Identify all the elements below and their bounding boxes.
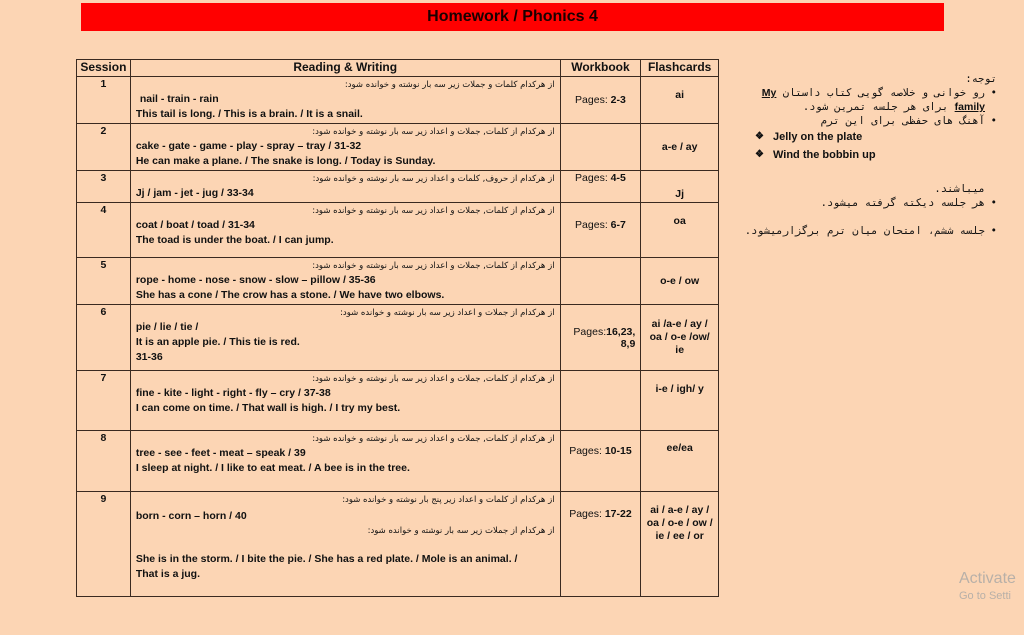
flashcards-cell: oa: [641, 203, 719, 258]
note-item: [735, 114, 997, 128]
sentence-list: She is in the storm. / I bite the pie. / She has a red plate. / Mole is an animal. /: [135, 553, 518, 565]
reading-writing-cell: [130, 431, 560, 492]
reading-writing-cell: [130, 77, 560, 124]
notes-list-2: [735, 196, 997, 238]
note-text: هر جلسه دیکته گرفته میشود.: [820, 197, 985, 209]
note-item: [735, 196, 997, 210]
workbook-prefix: Pages:: [575, 94, 611, 106]
notes-heading: توجه:: [965, 73, 997, 85]
workbook-pages: 2-3: [610, 94, 626, 106]
sentence-list: The toad is under the boat. / I can jump.: [135, 234, 334, 246]
session-number: 6: [77, 305, 131, 371]
table-row: [77, 77, 719, 124]
note-text: آهنگ های حفظی برای این ترم: [820, 115, 985, 127]
title-banner: [81, 3, 944, 31]
word-list: coat / boat / toad / 31-34: [135, 219, 255, 231]
workbook-cell: [560, 305, 641, 371]
instruction-text: از هرکدام از حروف, کلمات و اعداد زیر سه بار نوشته و خوانده شود:: [312, 174, 555, 184]
workbook-cell: [560, 203, 641, 258]
story-title: My family: [761, 87, 985, 113]
table-row: [77, 492, 719, 597]
flashcards-cell: i-e / igh/ y: [641, 371, 719, 431]
session-number: 4: [77, 203, 131, 258]
bullet-icon: •: [990, 225, 997, 237]
workbook-pages: 16,23, 8,9: [606, 325, 636, 350]
diamond-bullet-icon: ❖: [755, 131, 764, 142]
workbook-pages: 17-22: [604, 508, 632, 520]
session-number: 1: [77, 77, 131, 124]
header-reading-writing: Reading & Writing: [130, 60, 560, 77]
workbook-cell: [560, 431, 641, 492]
header-flashcards: Flashcards: [641, 60, 719, 77]
table-row: [77, 203, 719, 258]
notes-list: [735, 86, 997, 128]
sentence-list: I sleep at night. / I like to eat meat. / A bee is in the tree.: [135, 462, 410, 474]
workbook-cell: [560, 258, 641, 305]
reading-writing-cell: [130, 305, 560, 371]
activation-watermark: [959, 570, 1016, 602]
song-title: Jelly on the plate: [773, 131, 863, 143]
instruction-text: از هرکدام از کلمات, جملات و اعداد زیر سه بار نوشته و خوانده شود:: [312, 434, 555, 444]
table-row: [77, 171, 719, 203]
song-item: [735, 128, 997, 146]
reading-writing-cell: [130, 492, 560, 597]
workbook-prefix: Pages:: [569, 445, 605, 457]
word-list: cake - gate - game - play - spray – tray / 31-32: [135, 140, 362, 152]
note-text: جلسه ششم، امتحان میان ترم برگزارمیشود.: [744, 225, 985, 237]
word-list: nail - train - rain: [139, 93, 219, 105]
instruction-text: از هرکدام کلمات و جملات زیر سه بار نوشته و خوانده شود:: [344, 80, 555, 90]
workbook-cell: [560, 492, 641, 597]
page-title: Homework / Phonics 4: [427, 8, 598, 25]
session-number: 5: [77, 258, 131, 305]
header-workbook: Workbook: [560, 60, 641, 77]
flashcards-cell: ai /a-e / ay / oa / o-e /ow/ ie: [641, 305, 719, 371]
notes-panel: [735, 72, 997, 238]
word-list: fine - kite - light - right - fly – cry / 37-38: [135, 387, 331, 399]
session-number: 2: [77, 124, 131, 171]
reading-writing-cell: [130, 258, 560, 305]
note-text: برای هر جلسه تمرین شود.: [802, 101, 955, 113]
number-range: 31-36: [135, 351, 163, 363]
watermark-line1: Activate: [959, 570, 1016, 587]
flashcards-cell: ai / a-e / ay / oa / o-e / ow / ie / ee / or: [641, 492, 719, 597]
bullet-icon: •: [990, 197, 997, 209]
workbook-prefix: Pages:: [575, 172, 611, 184]
word-list: born - corn – horn / 40: [135, 510, 247, 522]
sentence-list-continued: That is a jug.: [135, 568, 201, 580]
word-list: rope - home - nose - snow - slow – pillow / 35-36: [135, 274, 376, 286]
instruction-text: از هرکدام از جملات و اعداد زیر سه بار نوشته و خوانده شود:: [340, 308, 555, 318]
reading-writing-cell: [130, 371, 560, 431]
sentence-list: It is an apple pie. / This tie is red.: [135, 336, 300, 348]
session-number: 8: [77, 431, 131, 492]
session-number: 7: [77, 371, 131, 431]
flashcards-cell: a-e / ay: [641, 124, 719, 171]
workbook-pages: 4-5: [610, 172, 626, 184]
word-list: pie / lie / tie /: [135, 321, 199, 333]
reading-writing-cell: [130, 124, 560, 171]
sentence-list: He can make a plane. / The snake is long. / Today is Sunday.: [135, 155, 436, 167]
session-number: 3: [77, 171, 131, 203]
word-list: tree - see - feet - meat – speak / 39: [135, 447, 306, 459]
workbook-pages: 10-15: [604, 445, 632, 457]
bullet-icon: •: [990, 115, 997, 127]
flashcards-cell: ai: [641, 77, 719, 124]
workbook-cell: [560, 171, 641, 203]
table-row: [77, 431, 719, 492]
workbook-cell: [560, 371, 641, 431]
note-item: [735, 86, 997, 114]
instruction-text: از هرکدام از کلمات, جملات و اعداد زیر سه بار نوشته و خوانده شود:: [312, 127, 555, 137]
note-text: رو خوانی و خلاصه گویی کتاب داستان: [776, 87, 985, 99]
flashcards-cell: Jj: [641, 171, 719, 203]
bullet-icon: •: [990, 87, 997, 99]
instruction-text: از هرکدام از کلمات و اعداد زیر پنج بار نوشته و خوانده شود:: [342, 495, 555, 505]
note-continuation: میباشند.: [934, 183, 985, 195]
sentence-list: I can come on time. / That wall is high. / I try my best.: [135, 402, 401, 414]
workbook-pages: 6-7: [610, 219, 626, 231]
workbook-cell: [560, 124, 641, 171]
diamond-bullet-icon: ❖: [755, 149, 764, 160]
watermark-line2: Go to Setti: [959, 590, 1011, 602]
flashcards-cell: o-e / ow: [641, 258, 719, 305]
sentence-list: She has a cone / The crow has a stone. / We have two elbows.: [135, 289, 445, 301]
table-row: [77, 124, 719, 171]
reading-writing-cell: [130, 171, 560, 203]
header-session: Session: [77, 60, 131, 77]
instruction-text: از هرکدام از کلمات, جملات و اعداد زیر سه بار نوشته و خوانده شود:: [312, 374, 555, 384]
flashcards-cell: ee/ea: [641, 431, 719, 492]
session-number: 9: [77, 492, 131, 597]
song-item: [735, 146, 997, 164]
workbook-prefix: Pages:: [575, 219, 611, 231]
table-header-row: [77, 60, 719, 77]
workbook-prefix: Pages:: [569, 508, 605, 520]
note-item: [735, 224, 997, 238]
workbook-prefix: Pages:: [573, 325, 607, 338]
instruction-text-2: از هرکدام از جملات زیر سه بار نوشته و خوانده شود:: [367, 526, 555, 536]
table-row: [77, 305, 719, 371]
word-list: Jj / jam - jet - jug / 33-34: [135, 187, 254, 199]
table-row: [77, 371, 719, 431]
reading-writing-cell: [130, 203, 560, 258]
homework-table: [76, 59, 719, 597]
song-title: Wind the bobbin up: [773, 149, 876, 161]
instruction-text: از هرکدام از کلمات, جملات و اعداد زیر سه بار نوشته و خوانده شود:: [312, 261, 555, 271]
sentence-list: This tail is long. / This is a brain. / It is a snail.: [135, 108, 363, 120]
table-row: [77, 258, 719, 305]
workbook-cell: [560, 77, 641, 124]
instruction-text: از هرکدام از کلمات, جملات و اعداد زیر سه بار نوشته و خوانده شود:: [312, 206, 555, 216]
